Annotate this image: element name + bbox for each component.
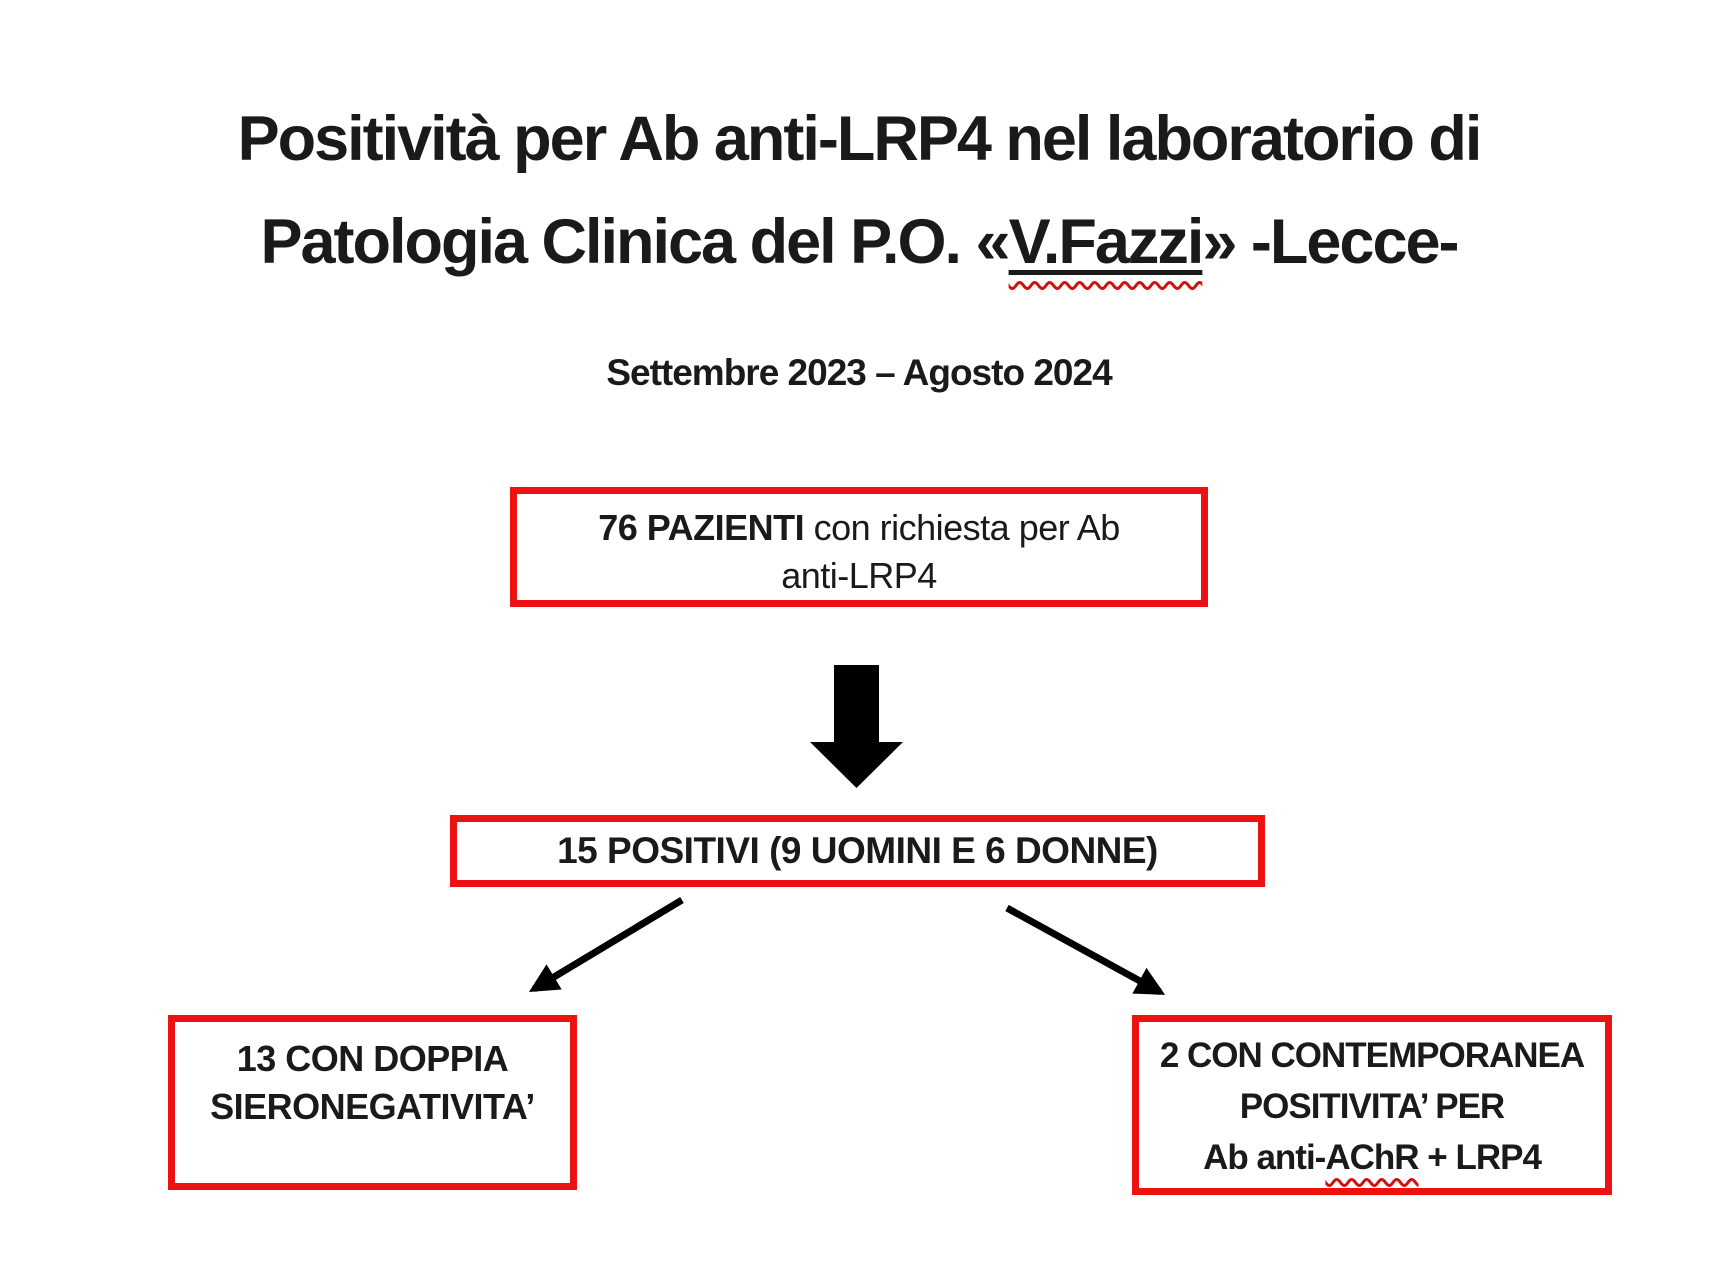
spellcheck-squiggle-word-achr: AChR <box>1325 1138 1419 1177</box>
slide-title-line1 <box>0 88 1718 191</box>
box-right-line2: POSITIVITA’ PER <box>1239 1087 1505 1126</box>
box-right-line3-pre: Ab anti- <box>1203 1138 1326 1177</box>
block-down-arrow-icon <box>810 665 903 788</box>
slide-title <box>0 88 1718 294</box>
box-right-line3-post: + LRP4 <box>1418 1138 1541 1177</box>
box-left-line1: 13 CON DOPPIA <box>236 1038 509 1079</box>
flowchart-box-total-patients <box>510 487 1208 607</box>
diagonal-arrow-down-left-icon <box>534 900 682 989</box>
flowchart-box-double-seronegativity <box>168 1015 577 1190</box>
slide-title-line2-pre: Patologia Clinica del P.O. « <box>260 207 1009 277</box>
flowchart-box-positives <box>450 815 1265 887</box>
flowchart-box-simultaneous-positivity <box>1132 1015 1612 1195</box>
slide-title-line1-text: Positività per Ab anti-LRP4 nel laboratorio di <box>237 104 1481 174</box>
slide-title-line2 <box>0 191 1718 294</box>
spellcheck-squiggle-word: V.Fazzi <box>1008 207 1203 277</box>
slide-subtitle-daterange: Settembre 2023 – Agosto 2024 <box>606 352 1112 393</box>
box-top-bold-text: 76 PAZIENTI <box>598 507 805 548</box>
box-middle-label: 15 POSITIVI (9 UOMINI E 6 DONNE) <box>557 830 1158 871</box>
slide-title-underlined-word <box>1009 207 1203 277</box>
slide-title-line2-post: » -Lecce- <box>1202 207 1458 277</box>
diagonal-arrow-down-right-icon <box>1007 908 1160 992</box>
box-top-regular-text: con richiesta per Ab <box>804 507 1120 548</box>
box-top-line2: anti-LRP4 <box>781 555 937 596</box>
box-left-line2: SIERONEGATIVITA’ <box>210 1086 535 1127</box>
box-right-line1: 2 CON CONTEMPORANEA <box>1159 1036 1585 1075</box>
box-top-line1 <box>517 504 1201 552</box>
box-right-line3 <box>1139 1132 1605 1183</box>
